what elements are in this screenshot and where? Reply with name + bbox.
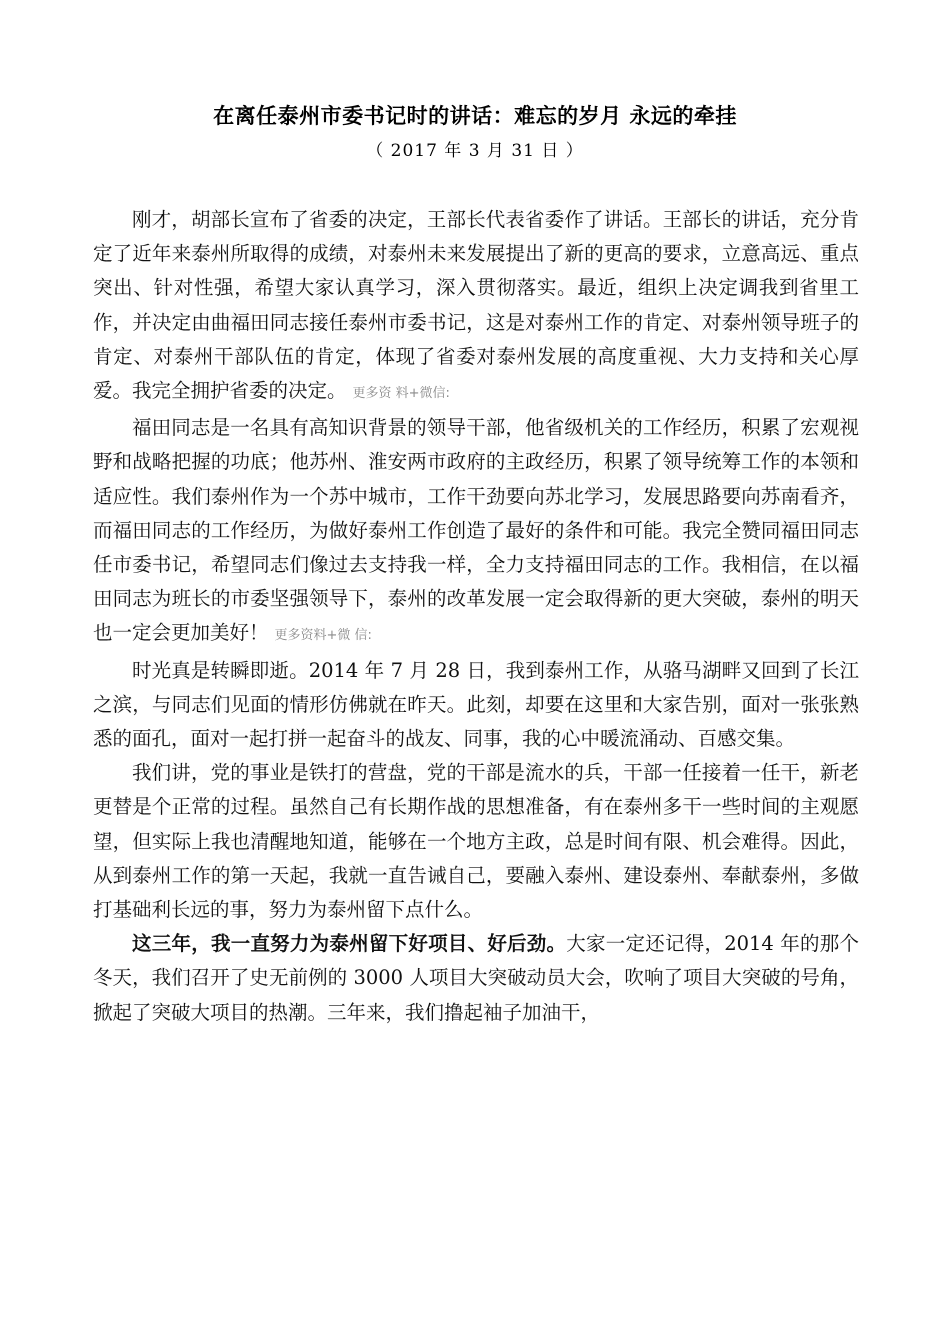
speech-body (93, 203, 859, 1030)
paragraph (93, 203, 859, 411)
paragraph-text: 福田同志是一名具有高知识背景的领导干部，他省级机关的工作经历，积累了宏观视野和战略把握的功底；他苏州、淮安两市政府的主政经历，积累了领导统筹工作的本领和适应性。我们泰州作为一个苏中城市，工作干劲要向苏北学习，发展思路要向苏南看齐，而福田同志的工作经历，为做好泰州工作创造了最好的条件和可能。我完全赞同福田同志任市委书记，希望同志们像过去支持我一样，全力支持福田同志的工作。我相信，在以福田同志为班长的市委坚强领导下，泰州的改革发展一定会取得新的更大突破，泰州的明天也一定会更加美好！ (93, 416, 859, 645)
paragraph-text: 时光真是转瞬即逝。2014 年 7 月 28 日，我到泰州工作，从骆马湖畔又回到了长江之滨，与同志们见面的情形仿佛就在昨天。此刻，却要在这里和大家告别，面对一张张熟悉的面孔，面对一起打拼一起奋斗的战友、同事，我的心中暖流涌动、百感交集。 (93, 658, 859, 751)
speech-date: （ 2017 年 3 月 31 日 ） (366, 141, 584, 161)
paragraph (93, 927, 859, 1030)
paragraph (93, 411, 859, 653)
paragraph-text: 大家一定还记得，2014 年的那个冬天，我们召开了史无前例的 3000 人项目大突破动员大会，吹响了项目大突破的号角，掀起了突破大项目的热潮。三年来，我们撸起袖子加油干， (93, 932, 859, 1024)
paragraph (93, 654, 859, 757)
paragraph-text: 刚才，胡部长宣布了省委的决定，王部长代表省委作了讲话。王部长的讲话，充分肯定了近年来泰州所取得的成绩，对泰州未来发展提出了新的更高的要求，立意高远、重点突出、针对性强，希望大家认真学习，深入贯彻落实。最近，组织上决定调我到省里工作，并决定由曲福田同志接任泰州市委书记，这是对泰州工作的肯定、对泰州领导班子的肯定、对泰州干部队伍的肯定，体现了省委对泰州发展的高度重视、大力支持和关心厚爱。我完全拥护省委的决定。 (93, 208, 859, 403)
paragraph (93, 756, 859, 927)
paragraph-bold-lead: 这三年，我一直努力为泰州留下好项目、好后劲。 (132, 932, 567, 956)
watermark-note: 更多资料+微 信: (274, 628, 372, 644)
paragraph-text: 我们讲，党的事业是铁打的营盘，党的干部是流水的兵，干部一任接着一任干，新老更替是个正常的过程。虽然自己有长期作战的思想准备，有在泰州多干一些时间的主观愿望，但实际上我也清醒地知道，能够在一个地方主政，总是时间有限、机会难得。因此，从到泰州工作的第一天起，我就一直告诫自己，要融入泰州、建设泰州、奉献泰州，多做打基础利长远的事，努力为泰州留下点什么。 (93, 761, 859, 922)
watermark-note: 更多资 料+微信: (352, 386, 450, 402)
speech-title: 在离任泰州市委书记时的讲话：难忘的岁月 永远的牵挂 (213, 103, 737, 128)
